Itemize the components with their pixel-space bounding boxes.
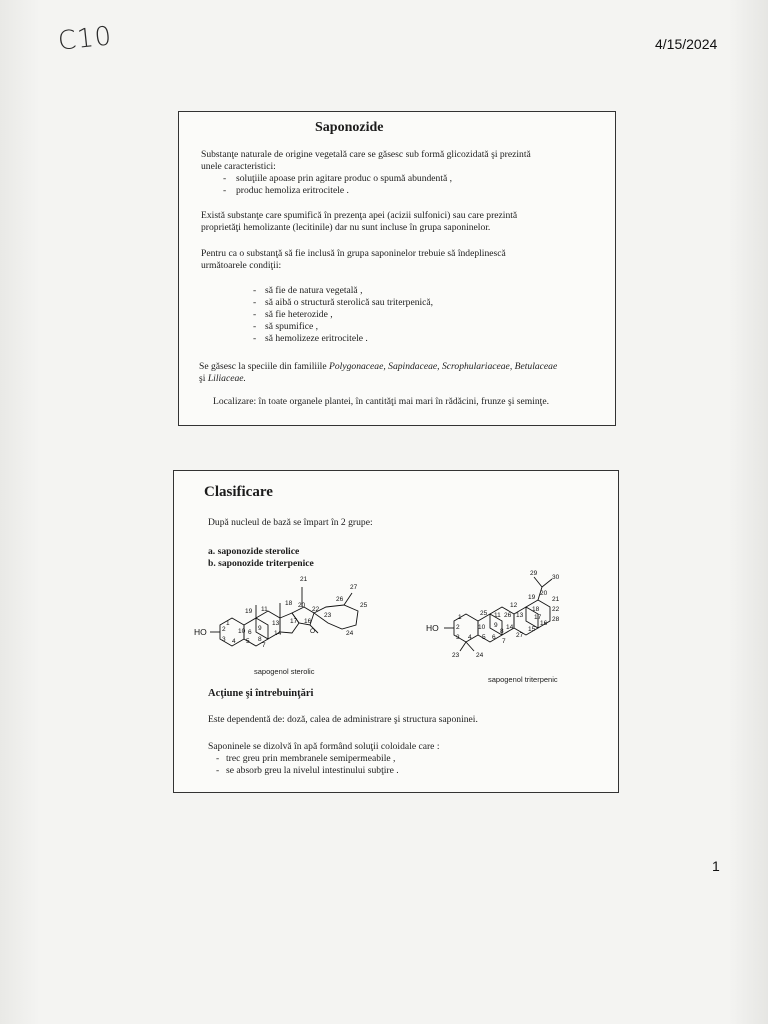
- classification-intro: După nucleul de bază se împart în 2 grupe:: [208, 517, 373, 528]
- slide-title: Saponozide: [315, 120, 384, 135]
- atom-label: 30: [552, 574, 560, 581]
- slide-saponozide: [178, 111, 616, 426]
- atom-label: 9: [494, 622, 498, 629]
- atom-label: 25: [360, 602, 368, 609]
- atom-label: 17: [290, 618, 298, 625]
- slide-title: Clasificare: [204, 484, 273, 500]
- atom-label: 14: [274, 630, 282, 637]
- atom-label: 11: [261, 606, 268, 613]
- atom-label: O: [310, 628, 316, 635]
- localization-line: Localizare: în toate organele plantei, în cantităţi mai mari în rădăcini, frunze şi seminţe.: [213, 396, 550, 407]
- atom-label: 23: [452, 652, 460, 659]
- atom-label: 1: [458, 614, 462, 621]
- families-line: [199, 361, 557, 373]
- slide-clasificare: [173, 470, 619, 793]
- atom-label: 9: [258, 625, 262, 632]
- condition-item: să spumifice ,: [265, 321, 319, 332]
- bullet-dash: -: [223, 185, 227, 196]
- families-line: [199, 373, 246, 385]
- bullet-dash: -: [253, 285, 257, 296]
- atom-label: 4: [468, 634, 472, 641]
- atom-label: 2: [222, 626, 226, 633]
- atom-label: 18: [532, 606, 540, 613]
- paragraph-line: următoarele condiţii:: [201, 260, 282, 271]
- atom-label: 15: [528, 626, 536, 633]
- triterpene-caption: sapogenol triterpenic: [488, 675, 558, 684]
- atom-label: 27: [516, 632, 524, 639]
- atom-label: 18: [285, 600, 293, 607]
- atom-label: 5: [482, 634, 486, 641]
- atom-label: 7: [502, 638, 506, 645]
- atom-label: 26: [504, 612, 512, 619]
- paragraph-line: Există substanţe care spumifică în prezenţa apei (acizii sulfonici) sau care prezintă: [201, 210, 518, 221]
- bullet-dash: -: [253, 321, 257, 332]
- group-item: b. saponozide triterpenice: [208, 558, 314, 569]
- bullet-dash: -: [253, 309, 257, 320]
- families-prefix: Se găsesc la speciile din familiile: [199, 361, 330, 372]
- atom-label: 14: [506, 624, 514, 631]
- atom-label: 4: [232, 638, 236, 645]
- atom-label: 3: [456, 634, 460, 641]
- atom-label: 26: [336, 596, 344, 603]
- atom-label: 23: [324, 612, 332, 619]
- characteristic-item: soluţiile apoase prin agitare produc o spumă abundentă ,: [236, 173, 453, 184]
- atom-label: 28: [552, 616, 560, 623]
- atom-label: 22: [552, 606, 560, 613]
- characteristic-item: produc hemoliza eritrocitele .: [236, 185, 349, 196]
- atom-label: 12: [510, 602, 518, 609]
- atom-label: 6: [248, 629, 252, 636]
- atom-label: 6: [492, 634, 496, 641]
- bullet-dash: -: [253, 333, 257, 344]
- ho-label: HO: [426, 623, 439, 633]
- atom-label: 21: [552, 596, 560, 603]
- action-title: Acţiune şi întrebuinţări: [208, 688, 314, 699]
- atom-label: 20: [540, 590, 548, 597]
- paragraph-line: Pentru ca o substanţă să fie inclusă în grupa saponinelor trebuie să îndeplinescă: [201, 248, 506, 259]
- atom-label: 19: [528, 594, 536, 601]
- atom-label: 24: [346, 630, 354, 637]
- sterol-caption: sapogenol sterolic: [254, 667, 315, 676]
- atom-label: 2: [456, 624, 460, 631]
- atom-label: 20: [298, 602, 306, 609]
- dissolve-text: Saponinele se dizolvă în apă formând soluţii coloidale care :: [208, 741, 440, 752]
- atom-label: 16: [540, 620, 548, 627]
- atom-label: 13: [272, 620, 280, 627]
- families-and: şi: [199, 373, 208, 384]
- atom-label: 21: [300, 576, 308, 583]
- condition-item: să fie de natura vegetală ,: [265, 285, 363, 296]
- triterpene-structure: [424, 567, 604, 667]
- atom-label: 19: [245, 608, 253, 615]
- atom-label: 24: [476, 652, 484, 659]
- atom-label: 1: [226, 620, 230, 627]
- atom-label: 27: [350, 584, 358, 591]
- atom-label: 3: [222, 636, 226, 643]
- condition-item: să aibă o structură sterolică sau triterpenică,: [265, 297, 434, 308]
- sterol-structure: [192, 567, 412, 657]
- atom-label: 22: [312, 606, 320, 613]
- families-last: Liliaceae.: [207, 373, 246, 384]
- atom-label: 8: [258, 636, 262, 643]
- families-italic: Polygonaceae, Sapindaceae, Scrophulariaceae, Betulaceae: [329, 361, 558, 372]
- atom-label: 25: [480, 610, 488, 617]
- intro-line: Substanţe naturale de origine vegetală care se găsesc sub formă glicozidată şi prezintă: [201, 149, 531, 160]
- atom-label: 7: [262, 642, 266, 649]
- bullet-dash: -: [216, 753, 220, 764]
- group-item: a. saponozide sterolice: [208, 546, 300, 557]
- atom-label: 29: [530, 570, 538, 577]
- dissolve-item: trec greu prin membranele semipermeabile ,: [226, 753, 396, 764]
- ho-label: HO: [194, 627, 207, 637]
- condition-item: să hemolizeze eritrocitele .: [265, 333, 368, 344]
- condition-item: să fie heterozide ,: [265, 309, 333, 320]
- bullet-dash: -: [223, 173, 227, 184]
- atom-label: 16: [304, 618, 312, 625]
- atom-label: 17: [534, 614, 542, 621]
- atom-label: 10: [478, 624, 486, 631]
- page-number: 1: [712, 858, 720, 874]
- atom-label: 13: [516, 612, 524, 619]
- print-date: 4/15/2024: [655, 36, 718, 52]
- bullet-dash: -: [216, 765, 220, 776]
- atom-label: 11: [494, 612, 501, 619]
- dissolve-item: se absorb greu la nivelul intestinului subţire .: [226, 765, 399, 776]
- handwritten-mark: C10: [56, 21, 114, 57]
- intro-line: unele caracteristici:: [201, 161, 276, 172]
- atom-label: 10: [238, 628, 246, 635]
- atom-label: 5: [246, 638, 250, 645]
- action-text: Este dependentă de: doză, calea de administrare şi structura saponinei.: [208, 714, 478, 725]
- paragraph-line: proprietăţi hemolizante (lecitinile) dar nu sunt incluse în grupa saponinelor.: [201, 222, 491, 233]
- bullet-dash: -: [253, 297, 257, 308]
- atom-label: 8: [500, 628, 504, 635]
